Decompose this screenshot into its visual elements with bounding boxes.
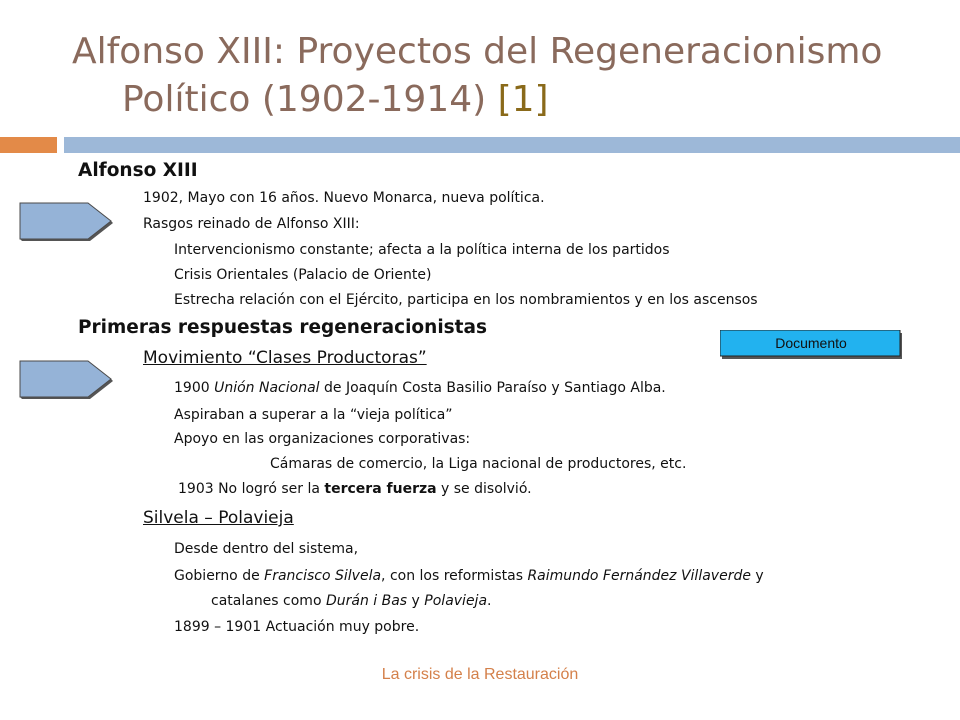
text-line: catalanes como Durán i Bas y Polavieja. <box>211 593 492 609</box>
text-line: Aspiraban a superar a la “vieja política” <box>174 407 453 423</box>
heading-alfonso-xiii: Alfonso XIII <box>78 160 198 181</box>
header-band-blue <box>64 137 960 153</box>
slide-title <box>72 28 932 124</box>
text-line: Crisis Orientales (Palacio de Oriente) <box>174 267 432 283</box>
subheading-silvela-polavieja: Silvela – Polavieja <box>143 508 294 528</box>
text-line: 1899 – 1901 Actuación muy pobre. <box>174 619 420 635</box>
slide-footer: La crisis de la Restauración <box>381 666 579 683</box>
text-line: 1903 No logró ser la tercera fuerza y se disolvió. <box>178 481 532 497</box>
documento-label: Documento <box>775 335 847 351</box>
text-line: Estrecha relación con el Ejército, participa en los nombramientos y en los ascensos <box>174 292 758 308</box>
header-band-orange <box>0 137 57 153</box>
subheading-clases-productoras: Movimiento “Clases Productoras” <box>143 348 427 368</box>
text-line: 1902, Mayo con 16 años. Nuevo Monarca, nueva política. <box>143 190 545 206</box>
text-line: Apoyo en las organizaciones corporativas: <box>174 431 471 447</box>
title-reference[interactable]: [1] <box>497 79 549 120</box>
documento-button[interactable] <box>720 330 902 359</box>
text-line: Desde dentro del sistema, <box>174 541 359 557</box>
arrow-button-2[interactable] <box>18 359 118 399</box>
text-line: 1900 Unión Nacional de Joaquín Costa Basilio Paraíso y Santiago Alba. <box>174 380 666 396</box>
text-line: Cámaras de comercio, la Liga nacional de productores, etc. <box>270 456 687 472</box>
arrow-button-1[interactable] <box>18 201 118 241</box>
title-line-2: Político (1902-1914) [1] <box>122 79 549 120</box>
heading-primeras-respuestas: Primeras respuestas regeneracionistas <box>78 317 488 338</box>
text-line: Rasgos reinado de Alfonso XIII: <box>143 216 360 232</box>
text-line: Intervencionismo constante; afecta a la política interna de los partidos <box>174 242 670 258</box>
title-line-1: Alfonso XIII: Proyectos del Regeneracionismo <box>72 31 883 72</box>
text-line: Gobierno de Francisco Silvela, con los reformistas Raimundo Fernández Villaverde y <box>174 568 764 584</box>
